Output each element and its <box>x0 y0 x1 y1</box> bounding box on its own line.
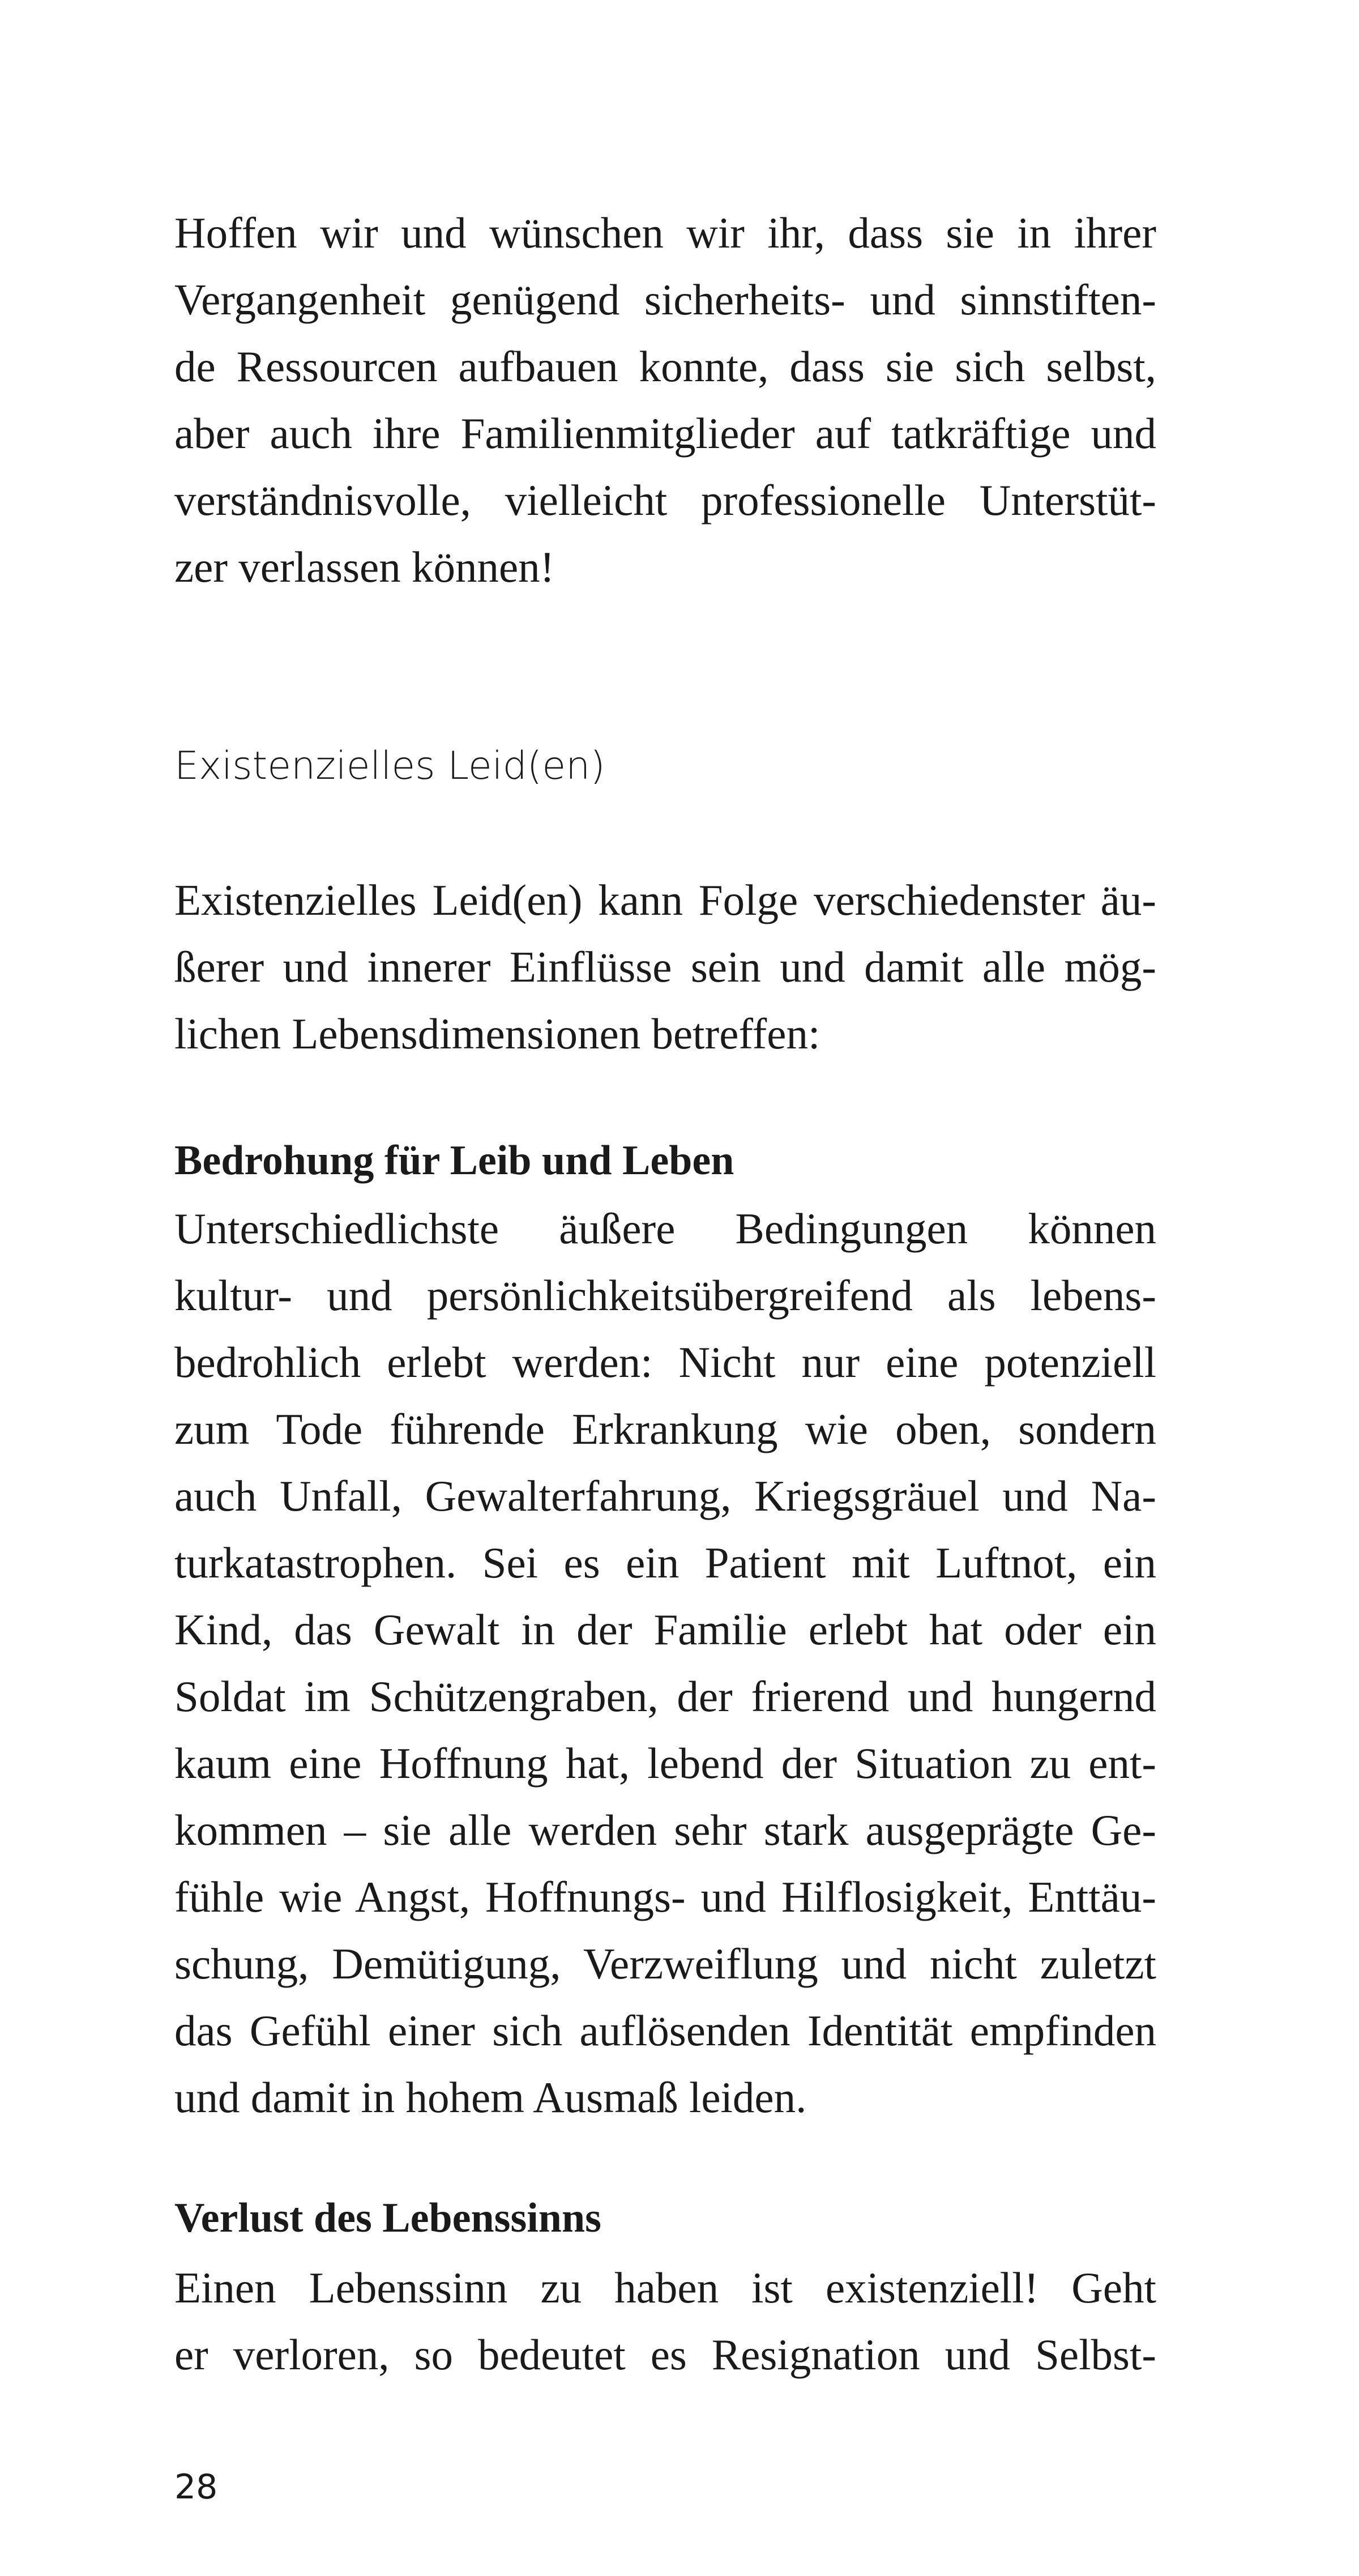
subsection-heading-meaning: Verlust des Lebenssinns <box>174 2195 601 2241</box>
section-paragraph <box>174 867 1156 1067</box>
text-line: auch Unfall, Gewalterfahrung, Kriegsgräuel und Na- <box>174 1472 1156 1520</box>
text-line: kaum eine Hoffnung hat, lebend der Situation zu ent- <box>174 1739 1156 1788</box>
text-line: und damit in hohem Ausmaß leiden. <box>174 2073 807 2122</box>
section-heading: Existenzielles Leid(en) <box>174 744 605 788</box>
text-line: schung, Demütigung, Verzweiflung und nicht zuletzt <box>174 1939 1156 1988</box>
text-line: kommen – sie alle werden sehr stark ausgeprägte Ge- <box>174 1806 1156 1854</box>
intro-paragraph <box>174 199 1156 600</box>
text-line: er verloren, so bedeutet es Resignation und Selbst- <box>174 2330 1156 2379</box>
text-line: lichen Lebensdimensionen betreffen: <box>174 1009 820 1058</box>
text-line: bedrohlich erlebt werden: Nicht nur eine potenziell <box>174 1338 1156 1387</box>
text-line: turkatastrophen. Sei es ein Patient mit Luftnot, ein <box>174 1538 1156 1587</box>
text-line: Kind, das Gewalt in der Familie erlebt hat oder ein <box>174 1605 1156 1654</box>
text-line: Einen Lebenssinn zu haben ist existenziell! Geht <box>174 2263 1156 2312</box>
text-line: kultur- und persönlichkeitsübergreifend als lebens- <box>174 1271 1156 1320</box>
subsection-paragraph-meaning <box>174 2254 1156 2388</box>
subsection-heading-threat: Bedrohung für Leib und Leben <box>174 1137 734 1184</box>
text-line: de Ressourcen aufbauen konnte, dass sie sich selbst, <box>174 342 1156 391</box>
text-line: ßerer und innerer Einflüsse sein und damit alle mög- <box>174 942 1156 991</box>
text-line: Existenzielles Leid(en) kann Folge verschiedenster äu- <box>174 876 1156 924</box>
text-line: fühle wie Angst, Hoffnungs- und Hilflosigkeit, Enttäu- <box>174 1873 1156 1921</box>
text-line: das Gefühl einer sich auflösenden Identität empfinden <box>174 2006 1156 2055</box>
text-line: aber auch ihre Familienmitglieder auf tatkräftige und <box>174 409 1156 458</box>
text-line: zum Tode führende Erkrankung wie oben, sondern <box>174 1405 1156 1453</box>
text-line: zer verlassen können! <box>174 543 555 591</box>
subsection-paragraph-threat <box>174 1195 1156 2131</box>
text-line: Vergangenheit genügend sicherheits- und sinnstiften- <box>174 275 1156 324</box>
text-line: Unterschiedlichste äußere Bedingungen können <box>174 1204 1156 1253</box>
text-line: Soldat im Schützengraben, der frierend und hungernd <box>174 1672 1156 1721</box>
text-line: verständnisvolle, vielleicht professionelle Unterstüt- <box>174 476 1156 524</box>
text-line: Hoffen wir und wünschen wir ihr, dass sie in ihrer <box>174 208 1156 257</box>
page-number: 28 <box>174 2467 218 2507</box>
